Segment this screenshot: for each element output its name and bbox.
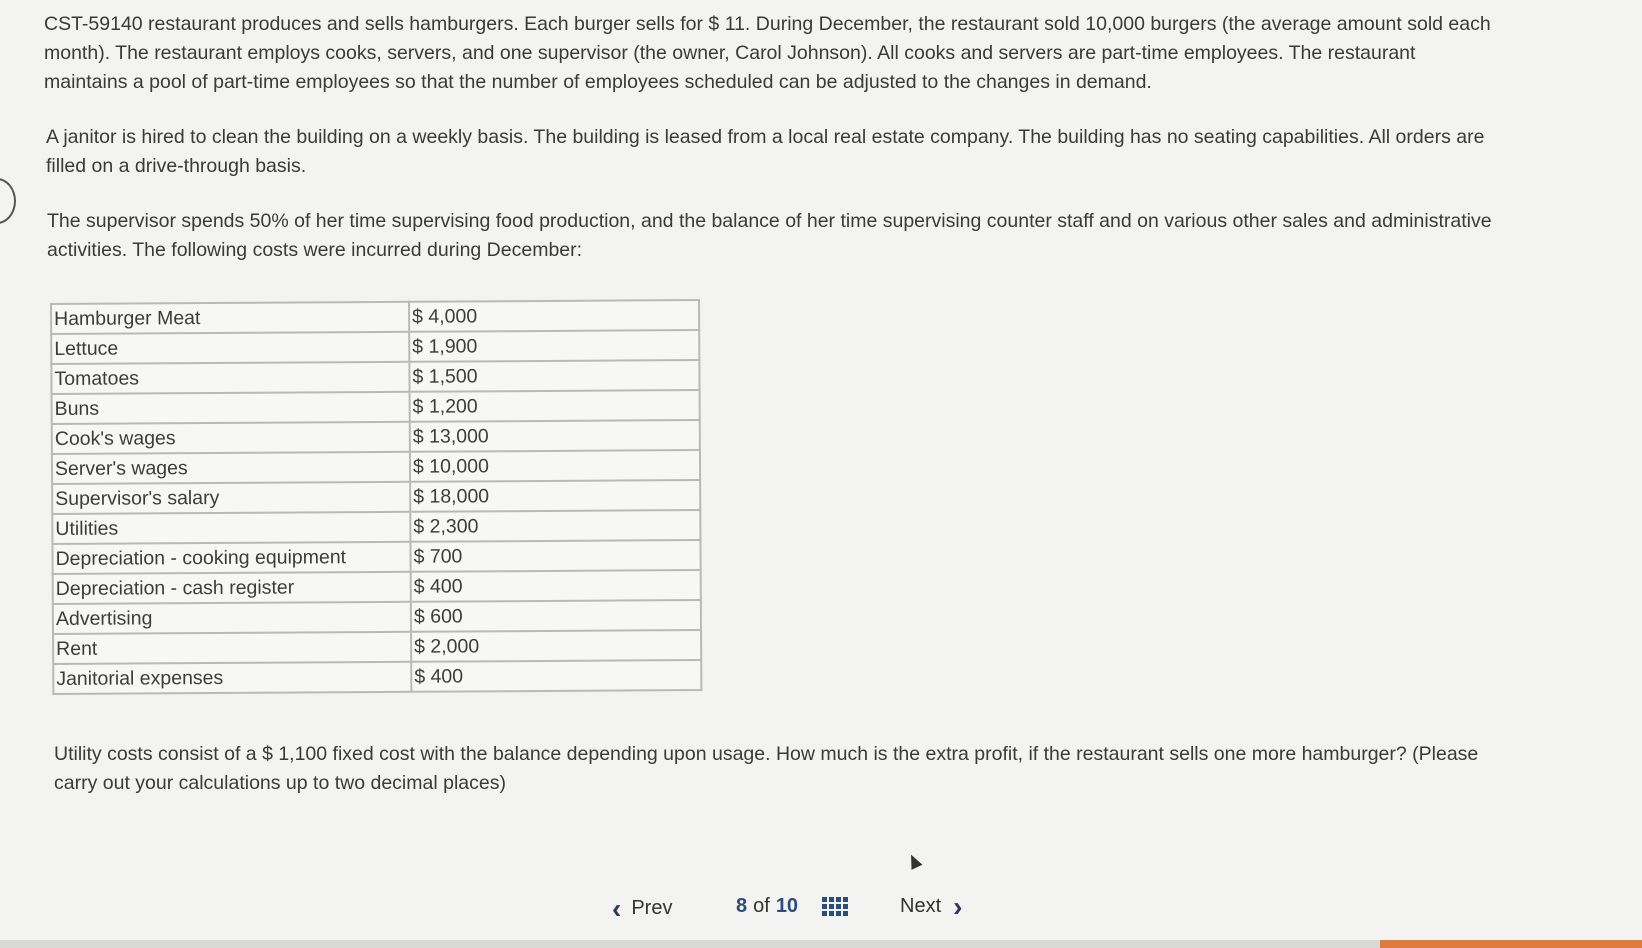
next-label: Next bbox=[900, 895, 942, 917]
cost-item: Utilities bbox=[52, 512, 410, 544]
cost-table bbox=[50, 299, 702, 695]
table-row bbox=[51, 330, 699, 364]
cost-item: Depreciation - cooking equipment bbox=[52, 542, 410, 574]
chevron-right-icon: › bbox=[953, 890, 963, 922]
total-pages: 10 bbox=[775, 895, 799, 917]
table-row bbox=[51, 300, 699, 334]
question-paragraph-1: CST-59140 restaurant produces and sells hamburgers. Each burger sells for $ 11. During December, the restaurant sold 10,000 burgers (the average amount sold each month). The restaurant employs cooks, servers, and one supervisor (the owner, Carol Johnson). All cooks and servers are part-time employees. The restaurant maintains a pool of part-time employees so that the number of employees scheduled can be adjusted to the changes in demand. bbox=[44, 13, 1491, 93]
cost-item: Lettuce bbox=[51, 332, 409, 364]
cost-item: Server's wages bbox=[52, 452, 410, 484]
cost-amount: $ 1,200 bbox=[410, 390, 700, 422]
cost-item: Advertising bbox=[53, 602, 411, 634]
of-label: of bbox=[753, 895, 770, 917]
question-navigation bbox=[0, 890, 1642, 935]
table-row bbox=[53, 600, 701, 634]
table-row bbox=[52, 450, 700, 484]
question-paragraph-3: The supervisor spends 50% of her time supervising food production, and the balance of her time supervising counter staff and on various other sales and administrative activities. The following costs were incurred during December: bbox=[47, 210, 1492, 261]
cost-amount: $ 400 bbox=[411, 570, 701, 602]
question-paragraph-4: Utility costs consist of a $ 1,100 fixed cost with the balance depending upon usage. How much is the extra profit, if the restaurant sells one more hamburger? (Please carry out your calculations up to two decimal places) bbox=[54, 743, 1479, 794]
chevron-left-icon: ‹ bbox=[612, 892, 622, 924]
table-row bbox=[53, 660, 701, 694]
scroll-edge-indicator bbox=[0, 178, 16, 224]
cost-item: Rent bbox=[53, 632, 411, 664]
bottom-bar bbox=[0, 940, 1642, 948]
cost-item: Tomatoes bbox=[51, 362, 409, 394]
cost-amount: $ 2,000 bbox=[411, 630, 701, 662]
next-button[interactable] bbox=[900, 890, 963, 922]
cost-amount: $ 2,300 bbox=[410, 510, 700, 542]
mouse-cursor-icon bbox=[906, 852, 923, 870]
table-row bbox=[53, 570, 701, 604]
cost-item: Cook's wages bbox=[52, 422, 410, 454]
cost-item: Hamburger Meat bbox=[51, 302, 409, 334]
cost-amount: $ 18,000 bbox=[410, 480, 700, 512]
cost-item: Janitorial expenses bbox=[53, 662, 411, 694]
cost-amount: $ 600 bbox=[411, 600, 701, 632]
cost-item: Buns bbox=[52, 392, 410, 424]
cost-amount: $ 10,000 bbox=[410, 450, 700, 482]
page-indicator bbox=[736, 895, 848, 918]
prev-label: Prev bbox=[631, 897, 673, 919]
table-row bbox=[52, 480, 700, 514]
prev-button[interactable] bbox=[612, 892, 673, 924]
question-paragraph-2: A janitor is hired to clean the building on a weekly basis. The building is leased from a local real estate company. The building has no seating capabilities. All orders are filled on a drive-through basis. bbox=[46, 126, 1485, 177]
cost-amount: $ 4,000 bbox=[409, 300, 699, 332]
cost-amount: $ 700 bbox=[410, 540, 700, 572]
table-row bbox=[52, 540, 700, 574]
table-row bbox=[52, 420, 700, 454]
accent-bar bbox=[1380, 940, 1642, 948]
cost-amount: $ 1,500 bbox=[409, 360, 699, 392]
table-row bbox=[51, 360, 699, 394]
cost-item: Supervisor's salary bbox=[52, 482, 410, 514]
cost-item: Depreciation - cash register bbox=[53, 572, 411, 604]
cost-amount: $ 400 bbox=[411, 660, 701, 692]
grid-icon[interactable] bbox=[822, 897, 848, 916]
current-page: 8 bbox=[736, 895, 748, 917]
table-row bbox=[53, 630, 701, 664]
table-row bbox=[52, 390, 700, 424]
table-row bbox=[52, 510, 700, 544]
cost-amount: $ 1,900 bbox=[409, 330, 699, 362]
cost-amount: $ 13,000 bbox=[410, 420, 700, 452]
